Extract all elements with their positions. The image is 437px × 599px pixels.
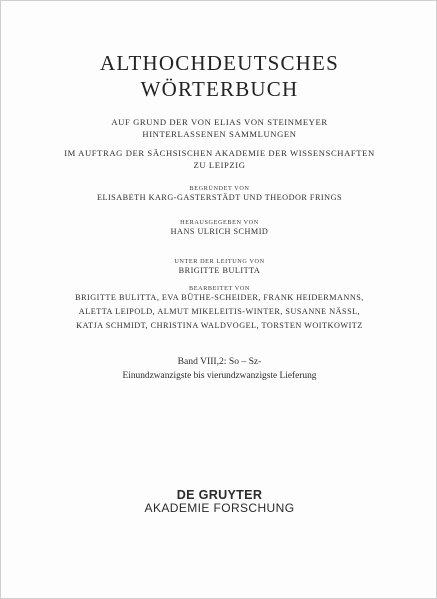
volume-lieferung: Einundzwanzigste bis vierundzwanzigste Lieferung — [122, 371, 317, 381]
direction-label: UNTER DER LEITUNG VON — [174, 258, 265, 265]
editor-label: HERAUSGEGEBEN VON — [180, 219, 259, 226]
founded-names: ELISABETH KARG-GASTERSTÄDT UND THEODOR FRINGS — [96, 193, 343, 202]
direction-names: BRIGITTE BULITTA — [178, 266, 261, 275]
contributors-label: BEARBEITET VON — [189, 285, 250, 292]
basis-line-1: AUF GRUND DER VON ELIAS VON STEINMEYER — [111, 117, 328, 127]
volume-band: Band VIII,2: So – Sz- — [177, 356, 262, 367]
contributors-line-2: ALETTA LEIPOLD, ALMUT MIKELEITIS-WINTER, SUSANNE NÄSSL, — [78, 307, 361, 316]
contributors-line-3: KATJA SCHMIDT, CHRISTINA WALDVOGEL, TORSTEN WOITKOWITZ — [76, 321, 363, 330]
publisher-name: DE GRUYTER — [176, 488, 263, 502]
contributors-line-1: BRIGITTE BULITTA, EVA BÜTHE-SCHEIDER, FRANK HEIDERMANNS, — [75, 293, 364, 302]
founded-label: BEGRÜNDET VON — [189, 185, 250, 192]
editor-names: HANS ULRICH SCHMID — [170, 227, 269, 236]
auftrag-line-2: ZU LEIPZIG — [193, 160, 246, 170]
basis-line-2: HINTERLASSENEN SAMMLUNGEN — [142, 129, 297, 139]
title-line-1: ALTHOCHDEUTSCHES — [100, 51, 339, 75]
title-line-2: WÖRTERBUCH — [140, 77, 299, 101]
publisher-imprint: AKADEMIE FORSCHUNG — [144, 501, 295, 515]
auftrag-line-1: IM AUFTRAG DER SÄCHSISCHEN AKADEMIE DER WISSENSCHAFTEN — [64, 148, 375, 158]
